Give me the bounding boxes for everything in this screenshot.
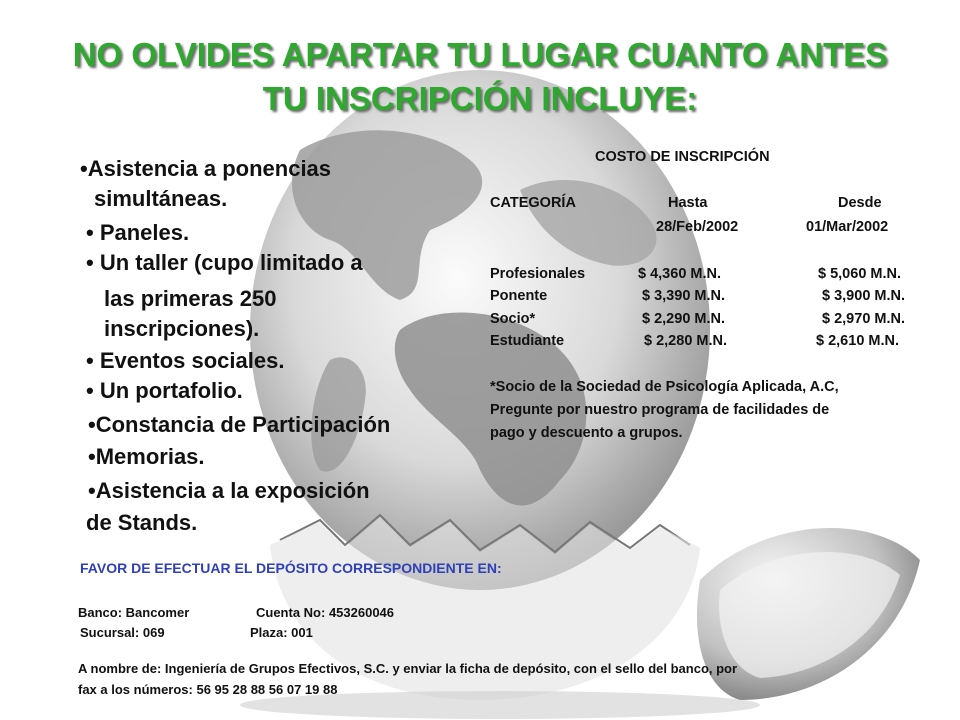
list-item: •Asistencia a ponencias bbox=[80, 156, 332, 181]
row-until: $ 3,390 M.N. bbox=[642, 288, 726, 304]
row-category: Profesionales bbox=[490, 266, 586, 282]
row-from: $ 2,610 M.N. bbox=[816, 333, 900, 349]
list-item: •Memorias. bbox=[88, 444, 205, 469]
deposit-instructions: A nombre de: Ingeniería de Grupos Efectivos, S.C. y enviar la ficha de depósito, con el sello del banco, por bbox=[78, 661, 738, 676]
row-category: Socio* bbox=[490, 311, 536, 327]
date-from: 01/Mar/2002 bbox=[806, 219, 889, 235]
list-item: • Paneles. bbox=[86, 220, 190, 245]
list-item: de Stands. bbox=[86, 510, 198, 535]
cost-heading: COSTO DE INSCRIPCIÓN bbox=[595, 149, 770, 165]
row-until: $ 2,290 M.N. bbox=[642, 311, 726, 327]
cost-note: *Socio de la Sociedad de Psicología Aplicada, A.C, bbox=[490, 379, 839, 395]
date-until: 28/Feb/2002 bbox=[656, 219, 739, 235]
row-from: $ 2,970 M.N. bbox=[822, 311, 906, 327]
cost-note: Pregunte por nuestro programa de facilidades de bbox=[490, 402, 830, 418]
col-category: CATEGORÍA bbox=[490, 195, 576, 211]
list-item: • Un portafolio. bbox=[86, 378, 243, 403]
row-from: $ 3,900 M.N. bbox=[822, 288, 906, 304]
title-line-2: TU INSCRIPCIÓN INCLUYE: bbox=[262, 80, 698, 117]
list-item: •Asistencia a la exposición bbox=[88, 478, 370, 503]
title-line-1: NO OLVIDES APARTAR TU LUGAR CUANTO ANTES bbox=[72, 36, 888, 73]
col-until: Hasta bbox=[668, 195, 708, 211]
cost-note: pago y descuento a grupos. bbox=[490, 425, 683, 441]
row-until: $ 4,360 M.N. bbox=[638, 266, 722, 282]
account-number: Cuenta No: 453260046 bbox=[256, 605, 395, 620]
deposit-heading: FAVOR DE EFECTUAR EL DEPÓSITO CORRESPONDIENTE EN: bbox=[80, 560, 502, 576]
col-from: Desde bbox=[838, 195, 882, 211]
list-item: las primeras 250 bbox=[104, 286, 277, 311]
row-until: $ 2,280 M.N. bbox=[644, 333, 728, 349]
list-item: inscripciones). bbox=[104, 316, 260, 341]
branch-number: Sucursal: 069 bbox=[80, 625, 165, 640]
bank-name: Banco: Bancomer bbox=[78, 605, 190, 620]
plaza-number: Plaza: 001 bbox=[250, 625, 313, 640]
list-item: simultáneas. bbox=[94, 186, 228, 211]
row-from: $ 5,060 M.N. bbox=[818, 266, 902, 282]
list-item: • Un taller (cupo limitado a bbox=[86, 250, 363, 275]
fax-numbers: fax a los números: 56 95 28 88 56 07 19 88 bbox=[78, 682, 338, 697]
row-category: Ponente bbox=[490, 288, 548, 304]
list-item: •Constancia de Participación bbox=[88, 412, 391, 437]
list-item: • Eventos sociales. bbox=[86, 348, 285, 373]
row-category: Estudiante bbox=[490, 333, 565, 349]
